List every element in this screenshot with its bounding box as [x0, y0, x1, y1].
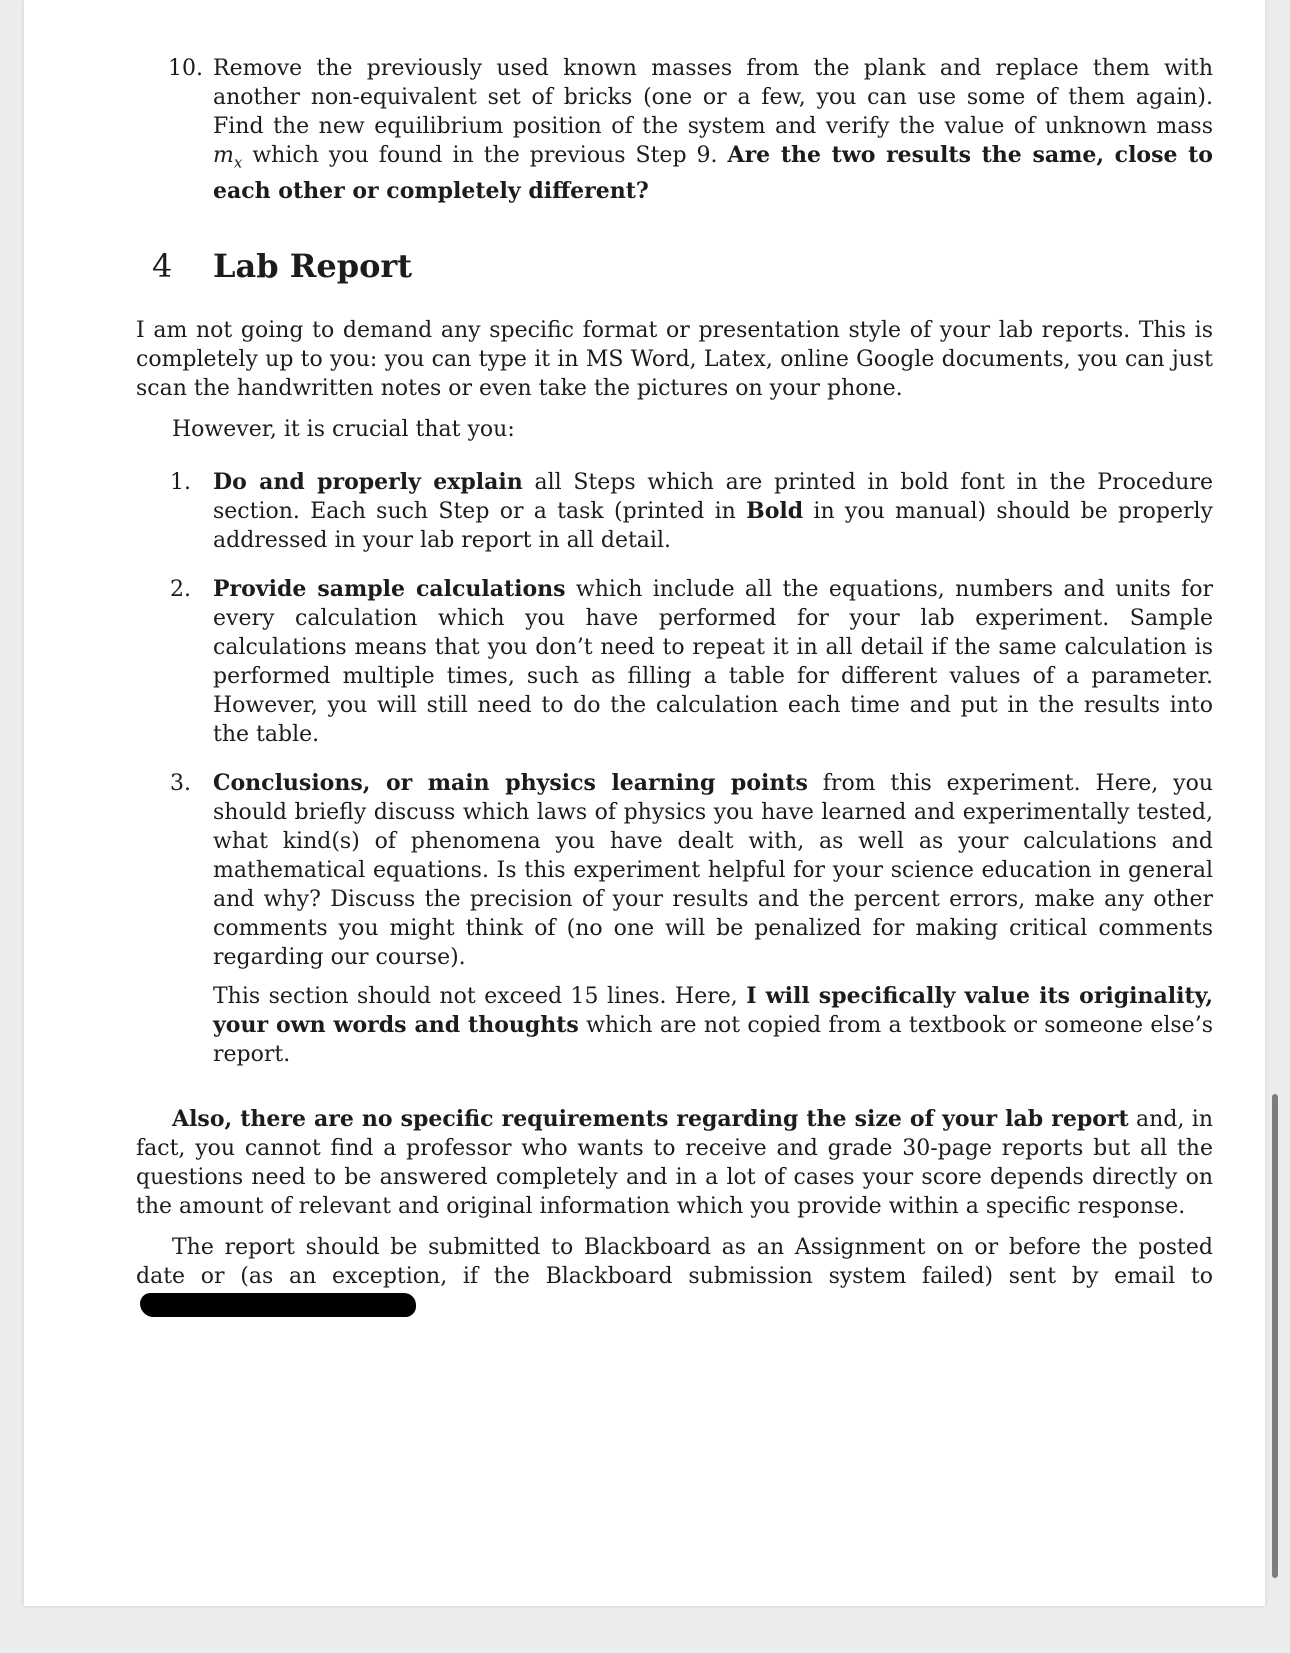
section-number: 4	[152, 247, 173, 286]
list-item	[152, 468, 1213, 555]
submission-text: The report should be submitted to Blackboard as an Assignment on or before the posted date or (as an exception, if the Blackboard submission system failed) sent by email to	[136, 1235, 1213, 1290]
step-10	[152, 54, 1213, 206]
requirements-list	[152, 468, 1213, 1069]
conclusions-note	[152, 982, 1213, 1069]
step-number: 10.	[168, 56, 203, 81]
list-item	[152, 575, 1213, 749]
step-text-b: which you found in the previous Step 9.	[242, 143, 728, 168]
also-paragraph	[136, 1105, 1213, 1221]
intro-paragraph: I am not going to demand any specific format or presentation style of your lab reports. This is completely up to you: you can type it in MS Word, Latex, online Google documents, you can just scan the handwritten notes or even take the pictures on your phone.	[136, 318, 1213, 402]
math-variable: m	[213, 143, 234, 168]
step-question: Are the two results the same, close to each other or completely different?	[213, 142, 1213, 205]
section-title: Lab Report	[213, 247, 413, 286]
item-bold: Do and properly explain	[213, 469, 523, 496]
note-text-a: This section should not exceed 15 lines. Here,	[213, 984, 747, 1010]
document-page	[24, 0, 1265, 1606]
page-content	[136, 54, 1213, 1320]
note-bold: I will specifically value its originality, your own words and thoughts	[213, 983, 1213, 1039]
however-paragraph: However, it is crucial that you:	[172, 417, 515, 443]
redacted-email	[140, 1293, 416, 1317]
item-text: which include all the equations, numbers and units for every calculation which you have performed for your lab experiment. Sample calculations means that you don’t need to repeat it in all detail if the same calculation is performed multiple times, such as filling a table for different values of a parameter. However, you will still need to do the calculation each time and put in the results into the table.	[213, 577, 1213, 748]
note-text-b: which are not copied from a textbook or someone else’s report.	[213, 1013, 1213, 1068]
also-text: and, in fact, you cannot find a professor who wants to receive and grade 30-page reports but all the questions need to be answered completely and in a lot of cases your score depends directly on the amount of relevant and original information which you provide within a specific response.	[136, 1107, 1213, 1220]
item-bold: Provide sample calculations	[213, 576, 566, 603]
also-bold: Also, there are no specific requirements regarding the size of your lab report	[172, 1106, 1129, 1133]
submission-paragraph	[136, 1233, 1213, 1320]
math-subscript: x	[233, 153, 243, 172]
item-number: 3.	[170, 771, 191, 797]
section-heading	[152, 246, 1213, 286]
scrollbar-thumb[interactable]	[1272, 1094, 1278, 1578]
item-text-a: all Steps which are printed in bold font in the Procedure section. Each such Step or a task (printed in	[213, 470, 1213, 525]
item-text: from this experiment. Here, you should briefly discuss which laws of physics you have learned and experimentally tested, what kind(s) of phenomena you have dealt with, as well as your calculations and mathematical equations. Is this experiment helpful for your science education in general and why? Discuss the precision of your results and the percent errors, make any other comments you might think of (no one will be penalized for making critical comments regarding our course).	[213, 771, 1213, 971]
item-number: 2.	[170, 577, 191, 603]
step-text-a: Remove the previously used known masses from the plank and replace them with another non-equivalent set of bricks (one or a few, you can use some of them again). Find the new equilibrium position of the system and verify the value of unknown mass	[213, 56, 1213, 139]
item-number: 1.	[170, 470, 191, 496]
item-bold-2: Bold	[746, 498, 804, 525]
list-item	[152, 769, 1213, 972]
item-text-b: in you manual) should be properly addressed in your lab report in all detail.	[213, 499, 1213, 554]
item-bold: Conclusions, or main physics learning points	[213, 770, 808, 797]
